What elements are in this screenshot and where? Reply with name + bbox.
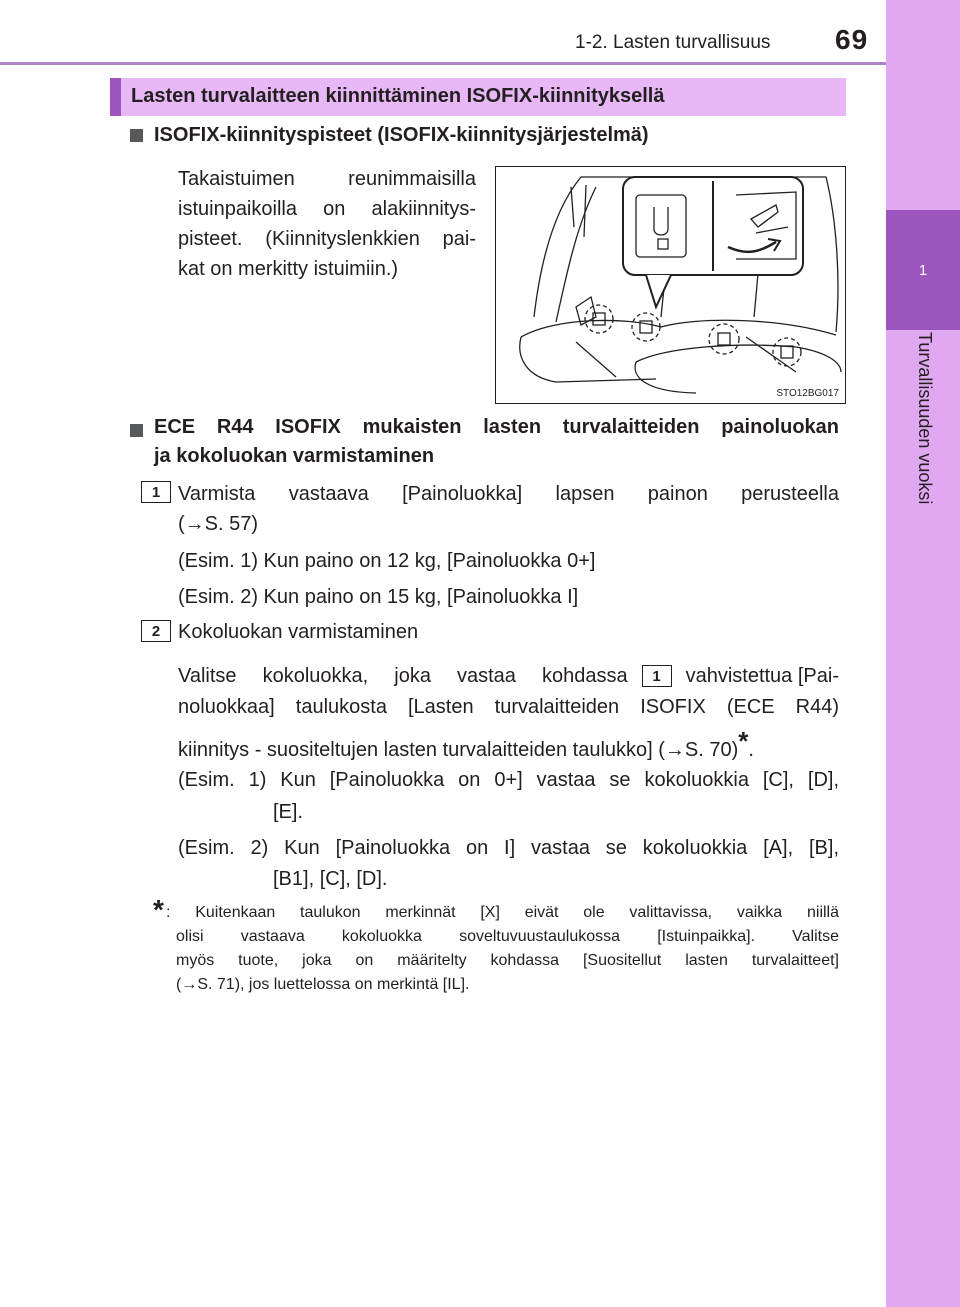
section-banner xyxy=(110,78,846,116)
section1-line: istuinpaikoilla on alakiinnitys- xyxy=(178,198,476,220)
header-rule xyxy=(0,62,886,65)
seat-drawing xyxy=(496,167,845,403)
step1-example2: (Esim. 2) Kun paino on 15 kg, [Painoluokka I] xyxy=(178,586,579,608)
banner-title: Lasten turvalaitteen kiinnittäminen ISOFIX-kiinnityksellä xyxy=(131,85,665,107)
figure-caption: STO12BG017 xyxy=(776,388,839,399)
isofix-seat-illustration xyxy=(495,166,846,404)
step1-line1: Varmista vastaava [Painoluokka] lapsen painon perusteella xyxy=(178,483,839,505)
chapter-number: 1 xyxy=(918,262,928,279)
running-header-section: 1-2. Lasten turvallisuus xyxy=(575,32,771,53)
step2-text-part: kiinnitys - suositeltujen lasten turvalaitteiden taulukko] (→S. 70) xyxy=(178,739,739,761)
footnote-line: olisi vastaava kokoluokka soveltuvuustaulukossa [Istuinpaikka]. Valitse xyxy=(176,928,839,945)
section1-line: kat on merkitty istuimiin.) xyxy=(178,258,399,280)
step2-paragraph-line2: noluokkaa] taulukosta [Lasten turvalaitteiden ISOFIX (ECE R44) xyxy=(178,696,839,718)
footnote-line: (→S. 71), jos luettelossa on merkintä [IL]. xyxy=(176,976,470,993)
step2-text-part: Valitse kokoluokka, joka vastaa kohdassa xyxy=(178,665,628,687)
footnote-asterisk: * xyxy=(738,726,749,756)
footnote-marker: * xyxy=(153,894,164,925)
chapter-title: Turvallisuuden vuoksi xyxy=(915,332,935,505)
chapter-title-wrap xyxy=(886,330,960,610)
section1-line: Takaistuimen reunimmaisilla xyxy=(178,168,476,190)
chapter-side-bar xyxy=(886,0,960,1307)
step2-title: Kokoluokan varmistaminen xyxy=(178,621,419,643)
step2-example2-cont: [B1], [C], [D]. xyxy=(273,868,388,890)
footnote-text xyxy=(166,901,839,997)
step1-example1: (Esim. 1) Kun paino on 12 kg, [Painoluokka 0+] xyxy=(178,550,596,572)
step2-paragraph-line1 xyxy=(178,661,839,691)
square-bullet-icon xyxy=(130,424,143,442)
square-bullet-icon xyxy=(130,129,143,147)
banner-accent xyxy=(110,78,121,116)
section2-heading-line1: ECE R44 ISOFIX mukaisten lasten turvalaitteiden painoluokan xyxy=(154,416,839,438)
section1-line: pisteet. (Kiinnityslenkkien pai- xyxy=(178,228,476,250)
step2-text-part: . xyxy=(748,739,754,761)
section1-heading: ISOFIX-kiinnityspisteet (ISOFIX-kiinnitysjärjestelmä) xyxy=(154,124,649,146)
step2-example2: (Esim. 2) Kun [Painoluokka on I] vastaa se kokoluokkia [A], [B], xyxy=(178,837,839,859)
footnote-line: myös tuote, joka on määritelty kohdassa [Suositellut lasten turvalaitteet] xyxy=(176,952,839,969)
footnote-line: : Kuitenkaan taulukon merkinnät [X] eivät ole valittavissa, vaikka niillä xyxy=(166,904,839,921)
section1-paragraph xyxy=(178,164,476,284)
step-reference-badge: 1 xyxy=(642,665,672,687)
step2-paragraph-line3 xyxy=(178,726,754,765)
step2-example1-cont: [E]. xyxy=(273,801,304,823)
step-number-badge: 2 xyxy=(141,620,171,642)
step2-text-part: vahvistettua [Pai- xyxy=(685,665,839,687)
section2-heading-line2: ja kokoluokan varmistaminen xyxy=(154,445,435,467)
step-number-badge: 1 xyxy=(141,481,171,503)
page-number: 69 xyxy=(835,24,869,55)
step2-example1: (Esim. 1) Kun [Painoluokka on 0+] vastaa se kokoluokkia [C], [D], xyxy=(178,769,839,791)
step1-line2: (→S. 57) xyxy=(178,513,259,535)
